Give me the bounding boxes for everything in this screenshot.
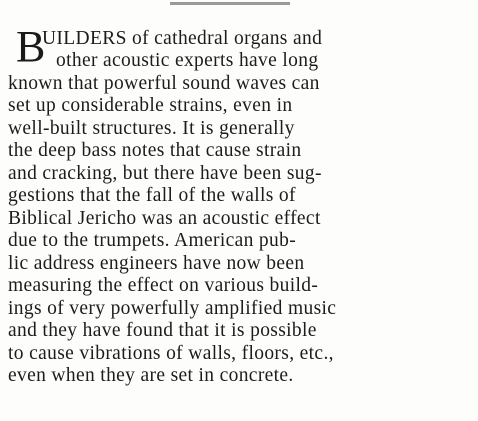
article-line-8: gestions that the fall of the walls of [8, 185, 296, 206]
drop-cap: B [16, 22, 46, 71]
article-line-7: and cracking, but there have been sug- [8, 163, 322, 184]
article-line-4: set up considerable strains, even in [8, 95, 293, 116]
article-line-9: Biblical Jericho was an acoustic effect [8, 208, 321, 229]
article-line-16: even when they are set in concrete. [8, 365, 294, 386]
top-rule-divider [170, 2, 290, 5]
article-line-6: the deep bass notes that cause strain [8, 140, 302, 161]
article-line-5: well-built structures. It is generally [8, 118, 295, 139]
article-line-10: due to the trumpets. American pub- [8, 230, 297, 251]
article-line-2: other acoustic experts have long [56, 50, 319, 71]
article-line-15: to cause vibrations of walls, floors, etc., [8, 343, 334, 364]
article-line-12: measuring the effect on various build- [8, 275, 319, 296]
article-line-11: lic address engineers have now been [8, 253, 305, 274]
article-line-14: and they have found that it is possible [8, 320, 317, 341]
article-line-3: known that powerful sound waves can [8, 73, 320, 94]
article-line-text: UILDERS of cathedral organs and [42, 28, 323, 49]
article-line-13: ings of very powerfully amplified music [8, 298, 337, 319]
